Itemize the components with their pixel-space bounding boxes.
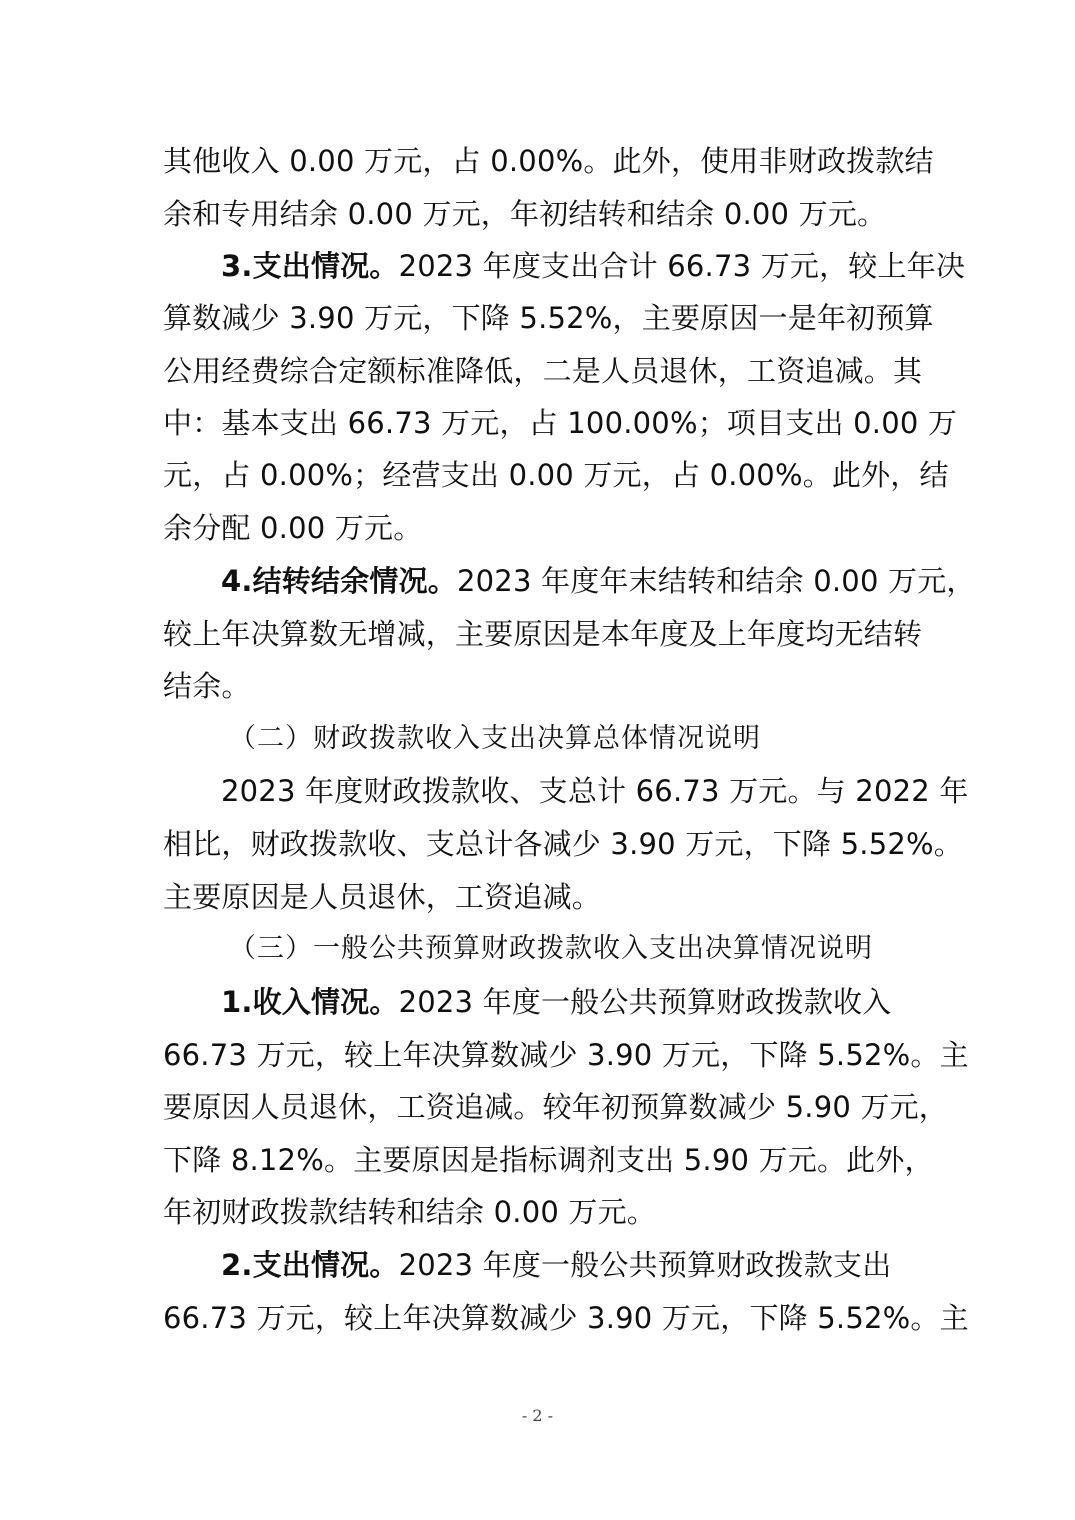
line-text: 66.73 万元，较上年决算数减少 3.90 万元，下降 5.52%。主 <box>163 1038 969 1072</box>
body-line <box>163 666 913 706</box>
line-text: 中：基本支出 66.73 万元，占 100.00%；项目支出 0.00 万 <box>163 406 958 440</box>
line-text: 2023 年度支出合计 66.73 万元，较上年决 <box>398 249 966 283</box>
line-text: 余分配 0.00 万元。 <box>163 511 423 545</box>
line-text: 公用经费综合定额标准降低，二是人员退休，工资追减。其 <box>163 354 923 388</box>
body-line <box>163 508 913 548</box>
lead-carryover: 4.结转结余情况。 <box>221 564 457 598</box>
body-line <box>221 771 969 811</box>
page-number: - 2 - <box>521 1406 554 1425</box>
line-text: 2023 年度一般公共预算财政拨款支出 <box>398 1248 892 1282</box>
paragraph-carryover-first-line <box>221 561 976 601</box>
body-line <box>163 877 913 917</box>
paragraph-expense2-first-line <box>221 1245 913 1285</box>
line-text: 下降 8.12%。主要原因是指标调剂支出 5.90 万元。此外， <box>163 1143 934 1177</box>
paragraph-expense-first-line <box>221 246 966 286</box>
line-text: 主要原因是人员退休，工资追减。 <box>163 880 602 914</box>
body-line <box>163 1140 934 1180</box>
line-text: 2023 年度一般公共预算财政拨款收入 <box>398 985 892 1019</box>
body-line <box>163 351 923 391</box>
line-text: 其他收入 0.00 万元，占 0.00%。此外，使用非财政拨款结 <box>163 144 934 178</box>
line-text: 2023 年度财政拨款收、支总计 66.73 万元。与 2022 年 <box>221 774 969 808</box>
line-text: 元，占 0.00%；经营支出 0.00 万元，占 0.00%。此外，结 <box>163 458 949 492</box>
body-line <box>163 1035 969 1075</box>
body-line <box>163 1087 949 1127</box>
line-text: 2023 年度年末结转和结余 0.00 万元， <box>457 564 976 598</box>
body-line <box>163 1192 913 1232</box>
line-text: 较上年决算数无增减，主要原因是本年度及上年度均无结转 <box>163 617 923 651</box>
lead-expense: 3.支出情况。 <box>221 249 399 283</box>
line-text: 66.73 万元，较上年决算数减少 3.90 万元，下降 5.52%。主 <box>163 1301 969 1335</box>
lead-income: 1.收入情况。 <box>221 985 399 1019</box>
body-line <box>163 824 963 864</box>
body-line <box>163 403 958 443</box>
body-line <box>163 141 934 181</box>
body-line <box>163 455 949 495</box>
line-text: 算数减少 3.90 万元，下降 5.52%，主要原因一是年初预算 <box>163 301 934 335</box>
line-text: 相比，财政拨款收、支总计各减少 3.90 万元，下降 5.52%。 <box>163 827 963 861</box>
section-heading-2: （二）财政拨款收入支出决算总体情况说明 <box>229 723 761 754</box>
section-heading-3: （三）一般公共预算财政拨款收入支出决算情况说明 <box>229 933 873 964</box>
body-line <box>163 614 923 654</box>
body-line <box>163 1298 969 1338</box>
lead-expense2: 2.支出情况。 <box>221 1248 399 1282</box>
paragraph-income-first-line <box>221 982 913 1022</box>
line-text: 年初财政拨款结转和结余 0.00 万元。 <box>163 1195 657 1229</box>
line-text: 结余。 <box>163 669 251 703</box>
body-line <box>163 298 934 338</box>
body-line <box>163 194 913 234</box>
line-text: 余和专用结余 0.00 万元，年初结转和结余 0.00 万元。 <box>163 197 887 231</box>
line-text: 要原因人员退休，工资追减。较年初预算数减少 5.90 万元， <box>163 1090 949 1124</box>
